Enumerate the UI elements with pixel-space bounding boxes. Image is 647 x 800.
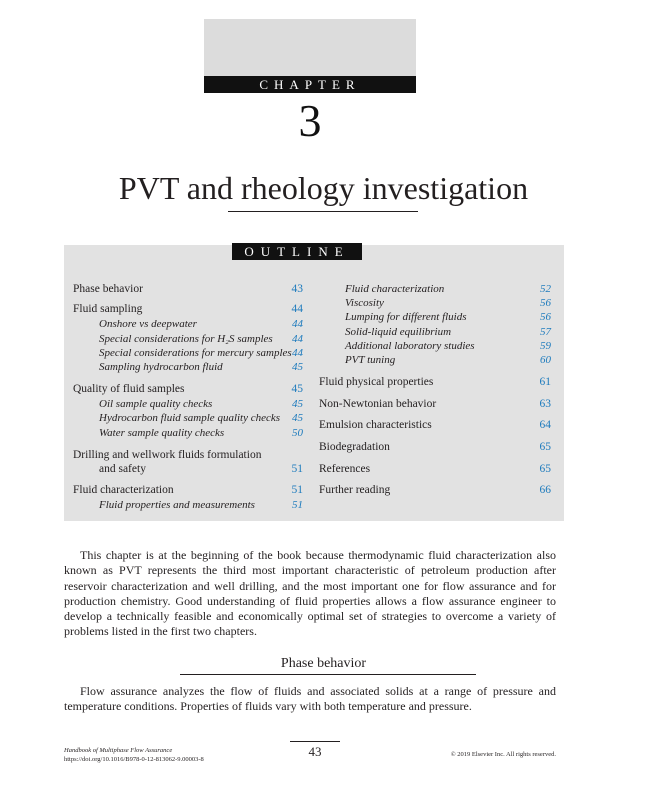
toc-entry-label: PVT tuning — [345, 354, 396, 366]
toc-entry-label: Fluid characterization — [73, 484, 174, 496]
toc-entry-label: and safety — [99, 463, 146, 475]
intro-paragraph-text: This chapter is at the beginning of the book because thermodynamic fluid characterization also known as PVT represents the third most important characteristic of petroleum production after reservoir characterization and well drilling, and the most important one for flow assurance and for production chemistry. Good understanding of fluid properties allows a flow assurance engineer to develop a technically feasible and economically optimal set of strategies to overcome a variety of problems listed in the first two chapters. — [64, 548, 556, 639]
toc-entry-page: 44 — [292, 347, 303, 359]
toc-entry-page: 43 — [291, 283, 303, 295]
toc-entry-label: Fluid properties and measurements — [99, 499, 255, 511]
toc-entry-label: References — [319, 463, 371, 475]
toc-entry-label: Additional laboratory studies — [345, 340, 475, 352]
section-underline — [180, 674, 476, 675]
toc-entry-page: 50 — [292, 427, 303, 439]
toc-entry-page: 61 — [539, 376, 551, 388]
toc-entry-label: Drilling and wellwork fluids formulation — [73, 449, 262, 461]
page-number: 43 — [308, 744, 322, 759]
section-paragraph-text: Flow assurance analyzes the flow of fluids and associated solids at a range of pressure and temperature conditions. Properties of fluids vary with both temperature and pressure. — [64, 684, 556, 714]
toc-entry-page: 51 — [291, 484, 303, 496]
page-title: PVT and rheology investigation — [118, 170, 529, 206]
toc-entry-page: 63 — [539, 398, 551, 410]
toc-entry-page: 45 — [292, 361, 303, 373]
toc-entry-label: Fluid characterization — [345, 283, 445, 295]
toc-entry-page: 45 — [291, 383, 303, 395]
toc-entry-label: Solid-liquid equilibrium — [345, 326, 452, 338]
toc-entry-label: Lumping for different fluids — [345, 311, 467, 323]
toc-entry-page: 56 — [540, 311, 551, 323]
toc-entry-label: Onshore vs deepwater — [99, 318, 197, 330]
doi-link[interactable]: https://doi.org/10.1016/B978-0-12-813062-9.00003-8 — [64, 756, 204, 763]
toc-entry-page: 64 — [539, 419, 551, 431]
section-heading: Phase behavior — [280, 656, 367, 671]
toc-entry-label: Oil sample quality checks — [99, 398, 213, 410]
toc-entry-label: Fluid physical properties — [319, 376, 434, 388]
toc-entry-page: 60 — [540, 354, 551, 366]
toc-entry-page: 59 — [540, 340, 551, 352]
toc-entry-page: 56 — [540, 297, 551, 309]
toc-entry-label: Further reading — [319, 484, 391, 496]
toc-entry-label: Fluid sampling — [73, 303, 143, 315]
chapter-label: CHAPTER — [204, 76, 416, 93]
toc-entry-label: Special considerations for mercury samples — [99, 347, 292, 359]
toc-entry-page: 52 — [540, 283, 551, 295]
footer-left — [64, 746, 204, 764]
toc-entry-label: Special considerations for H₂S samples — [99, 333, 273, 345]
toc-entry-label: Hydrocarbon fluid sample quality checks — [99, 412, 281, 424]
toc-entry-label: Biodegradation — [319, 441, 390, 453]
toc-entry-label: Viscosity — [345, 297, 384, 309]
footer-page-rule — [290, 741, 340, 742]
toc-entry-page: 57 — [540, 326, 551, 338]
toc-entry-label: Emulsion characteristics — [319, 419, 432, 431]
toc-entry-page: 51 — [292, 499, 303, 511]
toc-entry-page: 44 — [291, 303, 303, 315]
toc-entry-page: 44 — [292, 333, 303, 345]
toc-entry-page: 65 — [539, 441, 551, 453]
toc-entry-label: Quality of fluid samples — [73, 383, 185, 395]
toc-entry-label: Phase behavior — [73, 283, 143, 295]
copyright: © 2019 Elsevier Inc. All rights reserved. — [450, 751, 556, 758]
toc-entry-page: 44 — [292, 318, 303, 330]
book-title: Handbook of Multiphase Flow Assurance — [64, 747, 173, 754]
toc-entry-label: Sampling hydrocarbon fluid — [99, 361, 223, 373]
toc-entry-page: 45 — [292, 398, 303, 410]
intro-paragraph — [64, 548, 556, 640]
title-underline — [228, 211, 418, 212]
toc-entry-label: Non-Newtonian behavior — [319, 398, 437, 410]
toc-entry-page: 45 — [292, 412, 303, 424]
toc-entry-page: 66 — [539, 484, 551, 496]
toc-entry-page: 51 — [291, 463, 303, 475]
outline-label: OUTLINE — [232, 243, 362, 260]
toc-entry-page: 65 — [539, 463, 551, 475]
chapter-number: 3 — [298, 95, 322, 146]
section-paragraph — [64, 684, 556, 715]
toc-entry-label: Water sample quality checks — [99, 427, 225, 439]
